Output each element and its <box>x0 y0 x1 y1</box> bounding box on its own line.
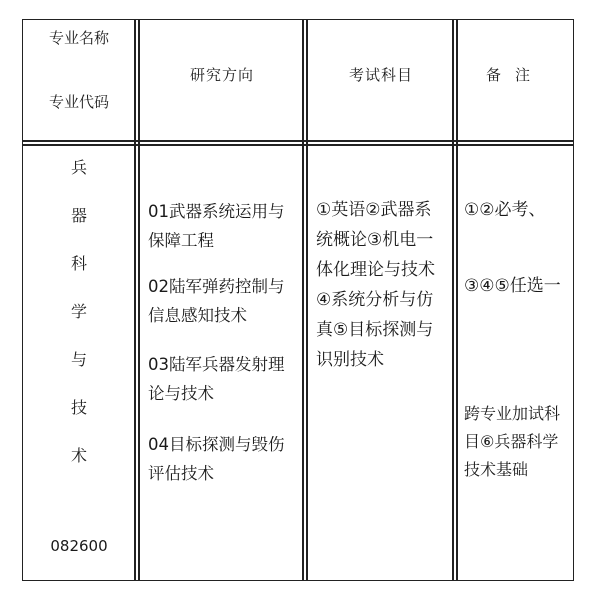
column-divider-1 <box>134 19 136 581</box>
header-divider <box>22 140 574 142</box>
major-char: 与 <box>70 350 87 369</box>
exam-subjects-text: ①英语②武器系统概论③机电一体化理论与技术④系统分析与仿真⑤目标探测与识别技术 <box>316 200 435 370</box>
header-research-direction: 研究方向 <box>189 66 254 84</box>
column-divider-3-inner <box>456 19 458 581</box>
direction-item: 03陆军兵器发射理论与技术 <box>148 355 285 403</box>
direction-item: 02陆军弹药控制与信息感知技术 <box>148 277 285 325</box>
major-char: 兵 <box>70 158 87 177</box>
remark-required: ①②必考、 <box>464 200 546 220</box>
major-code-value: 082600 <box>50 537 108 555</box>
direction-item: 01武器系统运用与保障工程 <box>148 202 285 250</box>
column-divider-1-inner <box>138 19 140 581</box>
column-divider-2 <box>302 19 304 581</box>
major-char: 器 <box>70 206 87 225</box>
header-major-name: 专业名称 <box>48 29 109 47</box>
column-divider-2-inner <box>306 19 308 581</box>
major-char: 学 <box>70 302 87 321</box>
column-divider-3 <box>452 19 454 581</box>
remark-optional: ③④⑤任选一 <box>464 276 561 296</box>
remark-cross-major: 跨专业加试科目⑥兵器科学技术基础 <box>464 404 561 479</box>
header-remarks: 备注 <box>485 66 544 84</box>
header-exam-subjects: 考试科目 <box>348 66 413 84</box>
header-major-code: 专业代码 <box>48 93 109 111</box>
direction-item: 04目标探测与毁伤评估技术 <box>148 435 285 483</box>
header-divider-inner <box>22 144 574 146</box>
major-char: 技 <box>70 398 87 417</box>
major-char: 科 <box>70 254 87 273</box>
major-char: 术 <box>70 446 87 465</box>
